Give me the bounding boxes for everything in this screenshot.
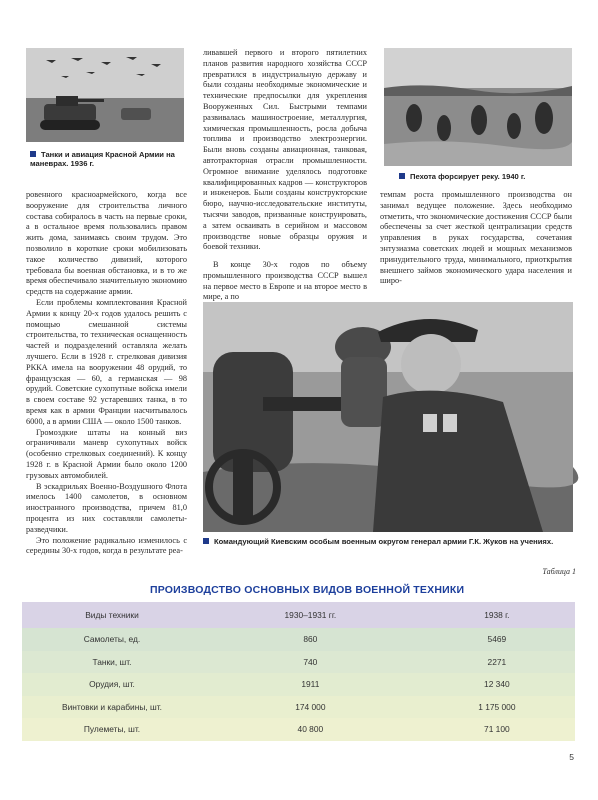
table-cell: 174 000 — [202, 696, 419, 719]
table-row — [22, 651, 575, 674]
table-cell: 1 175 000 — [419, 696, 575, 719]
photo-zhukov — [203, 302, 573, 532]
table-cell: 71 100 — [419, 718, 575, 741]
table-row — [22, 696, 575, 719]
table-cell: Пулеметы, шт. — [22, 718, 202, 741]
middle-paragraph-1: ливавшей первого и второго пятилетних планов развития народного хозяйства СССР превратился в индустриальную державу и были созданы необходимые экономические и технические предпосылки для укрепления Вооруженных Сил. Быстрыми темпами развивалась машиностроение, металлургия, химическая промышленность, росла добыча топлива и производство электроэнергии. Были вновь созданы авиационная, танковая, автотракторная отрасли промышленности. Огромное внимание уделялось подготовке квалифицированных кадров — конструкторов и инженеров. Были созданы конструкторские бюро, научно-исследовательские институты, тысячи заводов, призванные конструировать, а затем осваивать в серийном и массовом производстве новые образцы оружия и боевой техники. — [203, 48, 367, 252]
right-paragraph-1: темпам роста промышленного производства он занимал ведущее положение. Здесь необходимо отметить, что экономические достижения СССР были обеспечены за счет жесткой централизации средств управления в руках государства, сочетания энтузиазма советских людей и мощных механизмов принудительного труда, минимального, приоткрытия внешнего займов экономического удара населения и широ- — [380, 190, 572, 286]
table-cell: 2271 — [419, 651, 575, 674]
caption-marker — [203, 538, 209, 544]
middle-column-bottom — [203, 260, 367, 302]
caption-tanks — [30, 150, 180, 168]
table-cell: Орудия, шт. — [22, 673, 202, 696]
military-production-table — [22, 602, 575, 741]
caption-marker — [399, 173, 405, 179]
caption-zhukov-text: Командующий Киевским особым военным округом генерал армии Г.К. Жуков на учениях. — [214, 537, 554, 546]
table-cell: Винтовки и карабины, шт. — [22, 696, 202, 719]
caption-infantry — [399, 172, 569, 181]
left-paragraph-4: В эскадрильях Военно-Воздушного Флота имелось 1400 самолетов, в основном иностранного производства, причем 81,0 процента из них составляли самолеты-разведчики. — [26, 481, 187, 534]
left-column — [26, 190, 187, 562]
table-cell: 740 — [202, 651, 419, 674]
table-title: ПРОИЗВОДСТВО ОСНОВНЫХ ВИДОВ ВОЕННОЙ ТЕХНИКИ — [150, 584, 465, 596]
tanks-aviation-image — [26, 48, 184, 142]
photo-infantry — [384, 48, 572, 166]
table-cell: 1911 — [202, 673, 419, 696]
table-row — [22, 628, 575, 651]
caption-tanks-text: Танки и авиация Красной Армии на маневрах. 1936 г. — [30, 150, 175, 168]
middle-paragraph-2: В конце 30-х годов по объему промышленного производства СССР вышел на первое место в Европе и на второе место в мире, а по — [203, 260, 367, 302]
table-cell: Самолеты, ед. — [22, 628, 202, 651]
photo-tanks-aviation — [26, 48, 184, 142]
table-row — [22, 718, 575, 741]
table-row — [22, 673, 575, 696]
table-cell: Танки, шт. — [22, 651, 202, 674]
table-cell: 40 800 — [202, 718, 419, 741]
table-cell: 12 340 — [419, 673, 575, 696]
table-label: Таблица 1 — [542, 567, 576, 576]
caption-infantry-text: Пехота форсирует реку. 1940 г. — [410, 172, 526, 181]
table-header-cell: Виды техники — [22, 602, 202, 628]
zhukov-image — [203, 302, 573, 532]
left-paragraph-2: Если проблемы комплектования Красной Армии к концу 20-х годов удалось решить с помощью смешанной системы строительства, то техническая оснащенность частей и подразделений оставляла желать лучшего. Если в 1928 г. стрелковая дивизия РККА имела на вооружении 48 орудий, то французская — 60, а германская — 98 орудий. Советские сухопутные войска имели в своем составе 92 устаревших танка, в то время как в армии Франции насчитывалось 6000, а в армии США — около 1500 танков. — [26, 297, 187, 426]
table-cell: 5469 — [419, 628, 575, 651]
left-paragraph-1: ровенного красноармейского, когда все вооружение для строительства личного состава собиралось в часть на первые сроки, а в остальное время пользовались правом жить дома, занимаясь своим трудом. Это позволило в короткие сроки мобилизовать такое количество дивизий, которого требовала бы военная обстановка, и в то же время обеспечивало значительную экономию средств на содержание армии. — [26, 190, 187, 297]
left-paragraph-5: Это положение радикально изменилось с середины 30-х годов, когда в результате реа- — [26, 535, 187, 556]
right-column — [380, 190, 572, 293]
caption-zhukov — [203, 537, 575, 546]
table-header-row — [22, 602, 575, 628]
infantry-image — [384, 48, 572, 166]
middle-column-top — [203, 48, 367, 293]
table-header-cell: 1930–1931 гг. — [202, 602, 419, 628]
caption-marker — [30, 151, 36, 157]
table-cell: 860 — [202, 628, 419, 651]
page-number: 5 — [569, 752, 574, 762]
left-paragraph-3: Громоздкие штаты на конный виз ограничивали маневр сухопутных войск (особенно стрелковых соединений). К концу 1928 г. в Красной Армии было около 1200 грузовых автомобилей. — [26, 427, 187, 480]
table-header-cell: 1938 г. — [419, 602, 575, 628]
